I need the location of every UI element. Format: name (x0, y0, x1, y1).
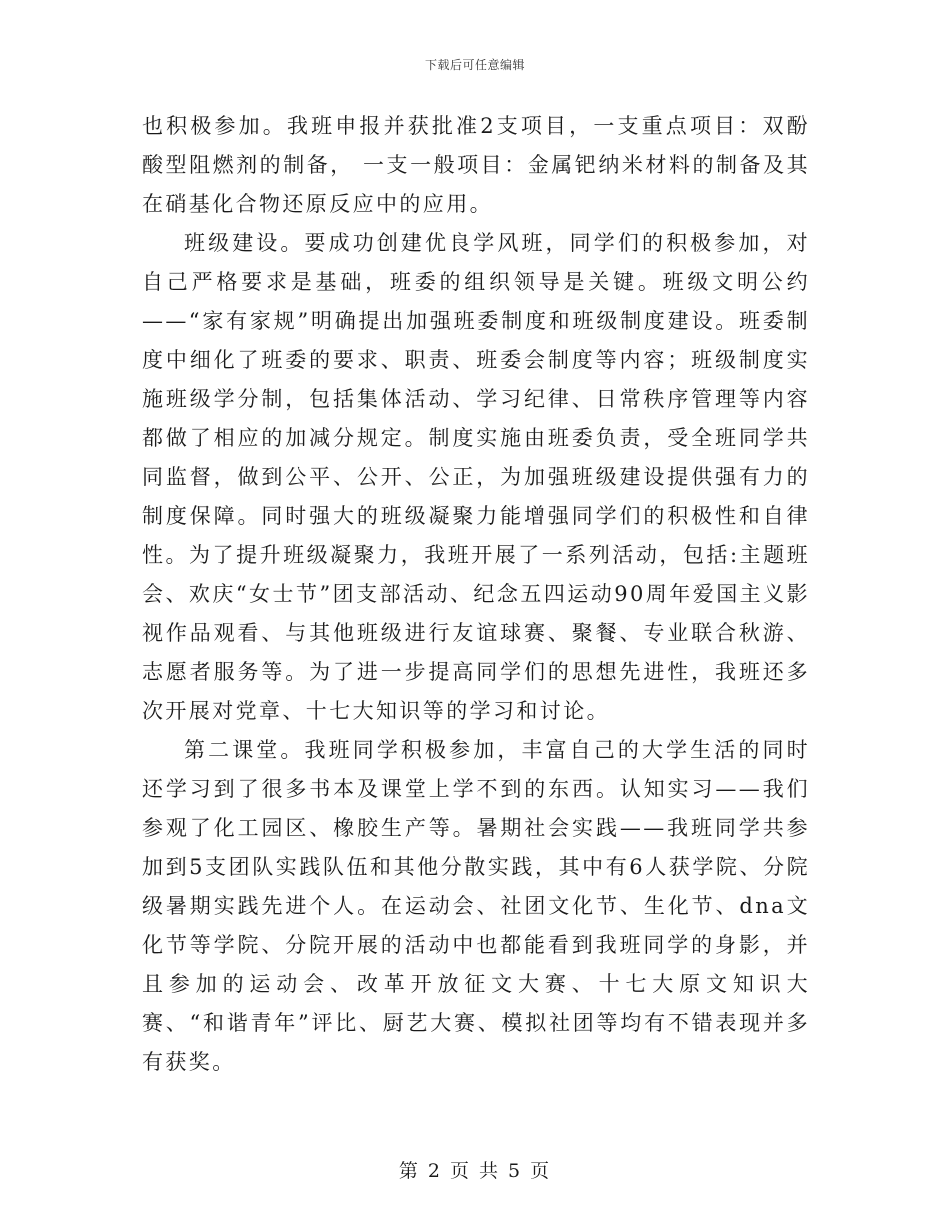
page-header: 下载后可任意编辑 (424, 58, 525, 72)
document-body (142, 107, 810, 1082)
paragraph-second-classroom: 第二课堂。我班同学积极参加，丰富自己的大学生活的同时还学习到了很多书本及课堂上学不到的东西。认知实习——我们参观了化工园区、橡胶生产等。暑期社会实践——我班同学共参加到5支团队实践队伍和其他分散实践，其中有6人获学院、分院级暑期实践先进个人。在运动会、社团文化节、生化节、dna文化节等学院、分院开展的活动中也都能看到我班同学的身影，并且参加的运动会、改革开放征文大赛、十七大原文知识大赛、“和谐青年”评比、厨艺大赛、模拟社团等均有不错表现并多有获奖。 (142, 738, 810, 1074)
paragraph-class-building: 班级建设。要成功创建优良学风班，同学们的积极参加，对自己严格要求是基础，班委的组织领导是关键。班级文明公约——“家有家规”明确提出加强班委制度和班级制度建设。班委制度中细化了班委的要求、职责、班委会制度等内容；班级制度实施班级学分制，包括集体活动、学习纪律、日常秩序管理等内容都做了相应的加减分规定。制度实施由班委负责，受全班同学共同监督，做到公平、公开、公正，为加强班级建设提供强有力的制度保障。同时强大的班级凝聚力能增强同学们的积极性和自律性。为了提升班级凝聚力，我班开展了一系列活动，包括:主题班会、欢庆“女士节”团支部活动、纪念五四运动90周年爱国主义影视作品观看、与其他班级进行友谊球赛、聚餐、专业联合秋游、志愿者服务等。为了进一步提高同学们的思想先进性，我班还多次开展对党章、十七大知识等的学习和讨论。 (142, 231, 810, 723)
paragraph-continuation: 也积极参加。我班申报并获批准2支项目，一支重点项目：双酚酸型阻燃剂的制备， 一支一般项目：金属钯纳米材料的制备及其在硝基化合物还原反应中的应用。 (142, 114, 810, 216)
page-number: 第 2 页 共 5 页 (398, 1160, 552, 1182)
